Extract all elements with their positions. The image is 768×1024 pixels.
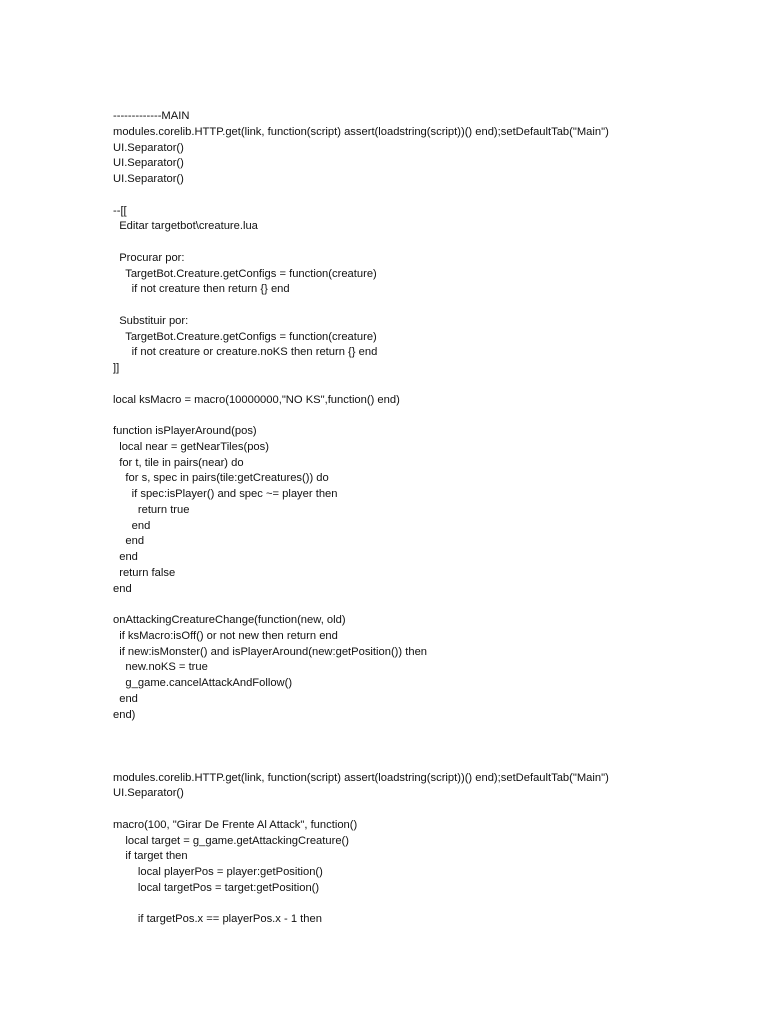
code-line: end (113, 519, 151, 532)
code-line: end (113, 535, 145, 548)
code-line: -------------MAIN (113, 110, 190, 122)
code-line: if targetPos.x == playerPos.x - 1 then (113, 913, 322, 926)
code-line: UI.Separator() (113, 787, 184, 800)
code-line: Substituir por: (113, 314, 189, 327)
code-line: local ksMacro = macro(10000000,"NO KS",function() end) (113, 393, 400, 406)
code-line: Editar targetbot\creature.lua (113, 220, 258, 233)
code-line (113, 739, 753, 755)
code-line: modules.corelib.HTTP.get(link, function(script) assert(loadstring(script))() end);setDefaultTab("Main") (113, 771, 609, 784)
code-line: end (113, 692, 138, 705)
code-line: return true (113, 503, 190, 516)
code-line: if target then (113, 850, 188, 863)
code-line: UI.Separator() (113, 173, 184, 185)
code-line (113, 235, 753, 251)
code-line (113, 298, 753, 314)
code-line (113, 188, 753, 204)
code-line (113, 723, 753, 739)
code-line: local playerPos = player:getPosition() (113, 866, 323, 878)
code-line: Procurar por: (113, 251, 185, 264)
code-line (113, 802, 753, 818)
code-line (113, 377, 753, 393)
code-line: onAttackingCreatureChange(function(new, old) (113, 614, 346, 626)
code-line: local target = g_game.getAttackingCreature() (113, 834, 349, 847)
code-line: --[[ (113, 204, 127, 217)
code-line: for s, spec in pairs(tile:getCreatures()) do (113, 472, 329, 485)
code-line (113, 897, 753, 913)
code-line: if new:isMonster() and isPlayerAround(new:getPosition()) then (113, 645, 428, 658)
code-line: return false (113, 566, 176, 579)
code-line: local targetPos = target:getPosition() (113, 881, 320, 894)
code-line (113, 597, 753, 613)
code-line: ]] (113, 362, 120, 374)
code-line: g_game.cancelAttackAndFollow() (113, 677, 293, 689)
code-line (113, 408, 753, 424)
code-line: TargetBot.Creature.getConfigs = function(creature) (113, 267, 377, 280)
code-line: end (113, 582, 132, 595)
code-line: end (113, 551, 138, 563)
code-line: modules.corelib.HTTP.get(link, function(script) assert(loadstring(script))() end);setDefaultTab("Main") (113, 125, 609, 138)
code-text-block (113, 109, 753, 928)
code-line: if spec:isPlayer() and spec ~= player then (113, 488, 338, 500)
code-line: if not creature then return {} end (113, 283, 290, 296)
code-line: local near = getNearTiles(pos) (113, 440, 269, 453)
code-line: UI.Separator() (113, 141, 184, 154)
code-line: if not creature or creature.noKS then return {} end (113, 346, 378, 359)
code-line: function isPlayerAround(pos) (113, 425, 257, 437)
code-line: macro(100, "Girar De Frente Al Attack", function() (113, 818, 358, 831)
code-line: UI.Separator() (113, 157, 184, 170)
code-line: TargetBot.Creature.getConfigs = function(creature) (113, 330, 377, 343)
code-line: end) (113, 708, 136, 721)
code-line: new.noKS = true (113, 661, 208, 674)
code-line (113, 755, 753, 771)
code-line: for t, tile in pairs(near) do (113, 456, 244, 469)
code-line: if ksMacro:isOff() or not new then return end (113, 629, 338, 642)
